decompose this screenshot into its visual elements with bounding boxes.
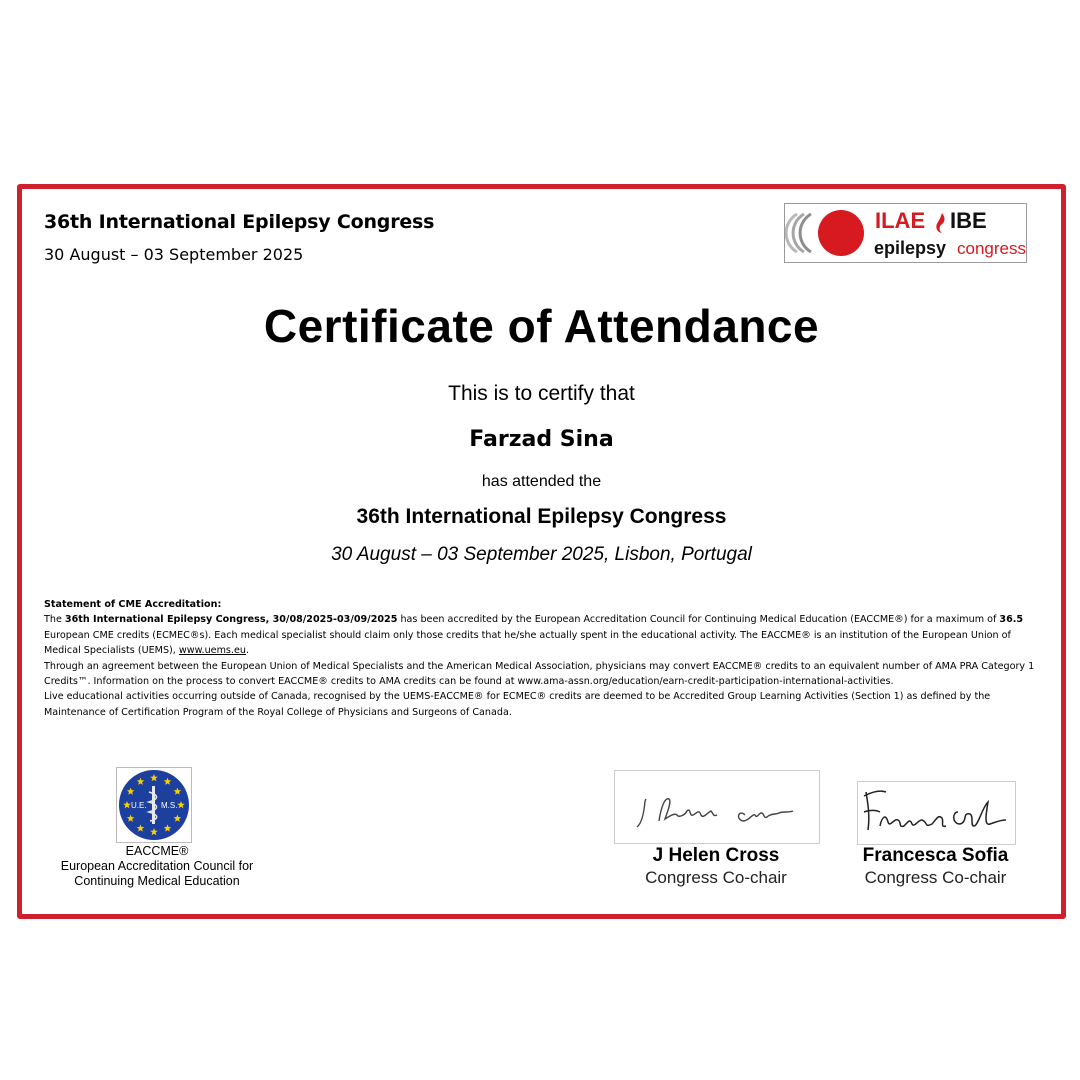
congress-text: congress (957, 239, 1026, 258)
ilae-ibe-logo (784, 203, 1027, 263)
eaccme-full-name-line-1: European Accreditation Council for (60, 859, 254, 873)
ilae-ibe-logo-graphic (785, 204, 1026, 262)
signer-name-1: J Helen Cross (652, 845, 780, 866)
statement-paragraph-2: Through an agreement between the European Union of Medical Specialists and the American Medical Association, physicians may convert EACCME® credits to an equivalent number of AMA PRA Category 1 Credits™. Information on the process to convert EACCME® credits to AMA credits can be found at www.ama-assn.org/education/earn-credit-participation-international-activities. (44, 660, 1035, 688)
ilae-red-circle-icon (818, 210, 864, 256)
certify-line: This is to certify that (448, 382, 635, 405)
eaccme-logo-text-right: M.S. (161, 801, 178, 810)
statement-paragraph-3: Live educational activities occurring outside of Canada, recognised by the UEMS-EACCME® for ECMEC® credits are deemed to be Accredited Group Learning Activities (Section 1) as defined by the Maintenance of Certification Program of the Royal College of Physicians and Surgeons of Canada. (44, 691, 991, 718)
header-congress-dates: 30 August – 03 September 2025 (44, 245, 304, 264)
attended-line: has attended the (481, 473, 602, 490)
eaccme-full-name-line-2: Continuing Medical Education (74, 874, 240, 888)
header-congress-title: 36th International Epilepsy Congress (44, 211, 435, 233)
signer-role-2: Congress Co-chair (864, 868, 1007, 887)
congress-name: 36th International Epilepsy Congress (356, 505, 727, 528)
uems-link[interactable]: www.uems.eu (178, 645, 246, 657)
signature-j-helen-cross (614, 770, 820, 844)
congress-dates-location: 30 August – 03 September 2025, Lisbon, Portugal (331, 544, 752, 565)
handwritten-signature-1 (615, 771, 819, 843)
ibe-text: IBE (950, 208, 987, 233)
attendee-name: Farzad Sina (469, 427, 614, 452)
handwritten-signature-2 (858, 782, 1015, 844)
statement-heading: Statement of CME Accreditation: (44, 599, 222, 610)
eaccme-name: EACCME® (125, 844, 189, 858)
signer-role-1: Congress Co-chair (645, 868, 787, 887)
eaccme-logo (116, 767, 192, 843)
eaccme-emblem-icon (117, 768, 191, 842)
statement-paragraph-1: The 36th International Epilepsy Congress, 30/08/2025-03/09/2025 has been accredited by the European Accreditation Council for Continuing Medical Education (EACCME®) for a maximum of 36.5 European CME credits (ECMEC®s). Each medical specialist should claim only those credits that he/she actually spent in the educational activity. The EACCME® is an institution of the European Union of Medical Specialists (UEMS), www.uems.eu. (44, 614, 1024, 657)
epilepsy-text: epilepsy (874, 238, 947, 258)
ilae-text: ILAE (875, 208, 926, 233)
certificate-title: Certificate of Attendance (263, 300, 820, 352)
ibe-flame-icon (936, 213, 944, 233)
signer-name-2: Francesca Sofia (862, 845, 1009, 866)
signature-francesca-sofia (857, 781, 1016, 845)
certificate-frame (17, 184, 1066, 919)
cme-accreditation-statement (44, 597, 1041, 720)
eaccme-caption (42, 844, 272, 889)
eaccme-logo-text-left: U.E. (131, 801, 147, 810)
